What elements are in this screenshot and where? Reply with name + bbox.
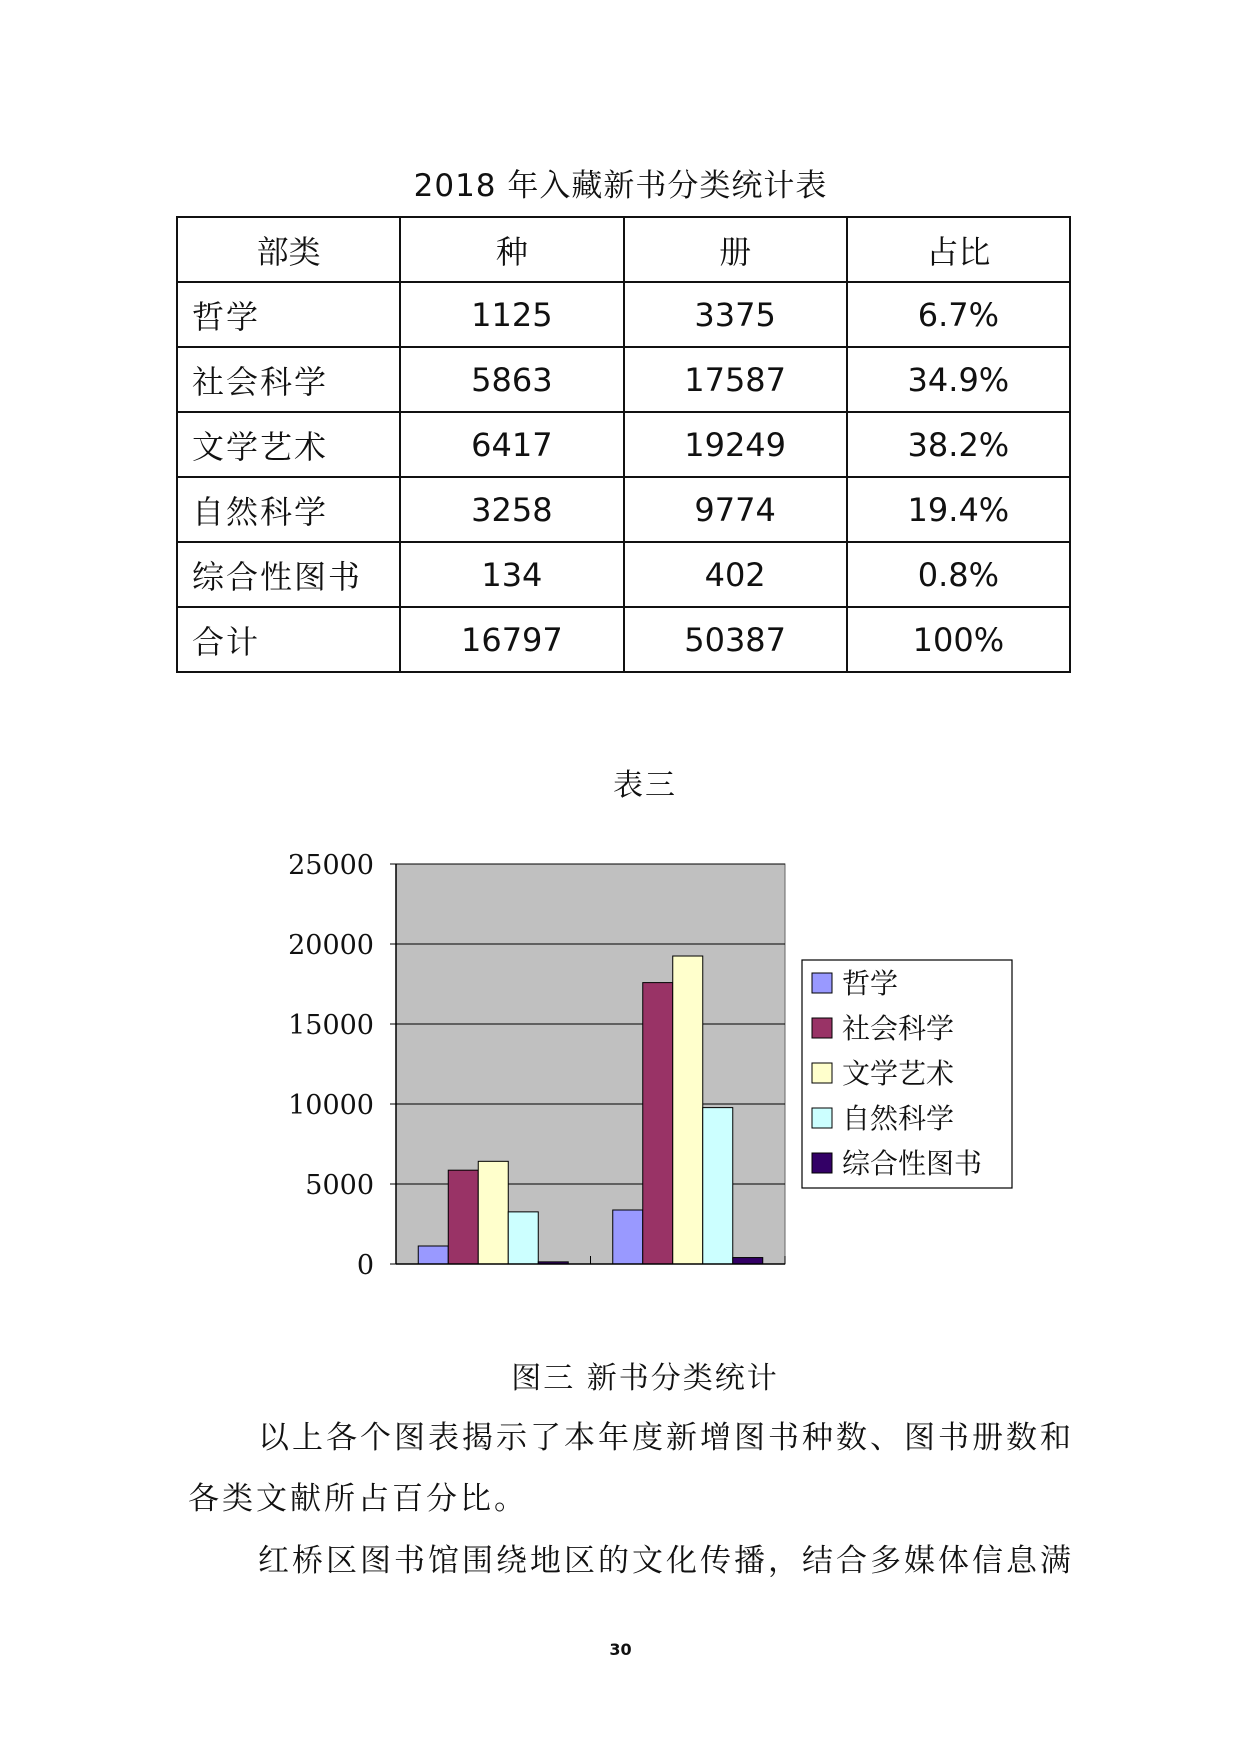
legend-label: 自然科学 — [842, 1102, 955, 1135]
table-row — [177, 477, 1070, 542]
row-category: 社会科学 — [177, 347, 400, 412]
paragraph — [188, 1408, 1088, 1530]
table-row — [177, 282, 1070, 347]
stats-table — [176, 216, 1071, 673]
row-ratio: 38.2% — [847, 412, 1070, 477]
header-category: 部类 — [177, 217, 400, 282]
table-row — [177, 347, 1070, 412]
legend-label: 文学艺术 — [842, 1057, 955, 1090]
header-ratio: 占比 — [847, 217, 1070, 282]
row-kinds: 134 — [400, 542, 623, 607]
bar — [673, 956, 703, 1264]
legend — [802, 960, 1012, 1188]
y-tick-label: 5000 — [305, 1170, 374, 1201]
row-ratio: 19.4% — [847, 477, 1070, 542]
y-tick-label: 10000 — [288, 1090, 374, 1121]
table-row — [177, 412, 1070, 477]
y-tick-label: 15000 — [288, 1010, 374, 1041]
row-ratio: 0.8% — [847, 542, 1070, 607]
row-ratio: 34.9% — [847, 347, 1070, 412]
row-volumes: 402 — [624, 542, 847, 607]
row-category: 哲学 — [177, 282, 400, 347]
row-ratio: 100% — [847, 607, 1070, 672]
bar — [733, 1258, 763, 1264]
row-ratio: 6.7% — [847, 282, 1070, 347]
row-kinds: 16797 — [400, 607, 623, 672]
y-tick-label: 20000 — [288, 930, 374, 961]
row-kinds: 1125 — [400, 282, 623, 347]
legend-label: 综合性图书 — [842, 1147, 983, 1180]
paragraph-text: 红桥区图书馆围绕地区的文化传播，结合多媒体信息满 — [258, 1543, 1074, 1579]
y-tick-label: 0 — [356, 1250, 374, 1281]
legend-label: 社会科学 — [842, 1012, 955, 1045]
legend-label: 哲学 — [842, 967, 899, 1000]
bar — [508, 1212, 538, 1264]
legend-swatch — [812, 1018, 832, 1038]
row-category: 合计 — [177, 607, 400, 672]
legend-swatch — [812, 1063, 832, 1083]
legend-swatch — [812, 1108, 832, 1128]
row-kinds: 5863 — [400, 347, 623, 412]
page-number: 30 — [609, 1640, 632, 1659]
row-category: 综合性图书 — [177, 542, 400, 607]
legend-swatch — [812, 1153, 832, 1173]
bar — [643, 983, 673, 1264]
table-caption: 表三 — [613, 768, 677, 803]
row-kinds: 6417 — [400, 412, 623, 477]
row-kinds: 3258 — [400, 477, 623, 542]
header-kinds: 种 — [400, 217, 623, 282]
paragraph — [188, 1531, 1088, 1592]
row-category: 自然科学 — [177, 477, 400, 542]
bar — [478, 1161, 508, 1264]
bar — [703, 1108, 733, 1264]
chart-caption: 图三 新书分类统计 — [511, 1361, 779, 1396]
y-tick-label: 25000 — [288, 850, 374, 881]
bar — [418, 1246, 448, 1264]
legend-swatch — [812, 973, 832, 993]
bar — [448, 1170, 478, 1264]
row-volumes: 17587 — [624, 347, 847, 412]
row-volumes: 3375 — [624, 282, 847, 347]
row-volumes: 9774 — [624, 477, 847, 542]
row-category: 文学艺术 — [177, 412, 400, 477]
table-total-row — [177, 607, 1070, 672]
paragraph-text: 以上各个图表揭示了本年度新增图书种数、图书册数和各类文献所占百分比。 — [188, 1420, 1074, 1517]
bar — [613, 1210, 643, 1264]
bar-chart — [270, 850, 1030, 1310]
table-row — [177, 542, 1070, 607]
table-header-row — [177, 217, 1070, 282]
header-volumes: 册 — [624, 217, 847, 282]
y-axis-labels — [288, 850, 374, 1281]
row-volumes: 19249 — [624, 412, 847, 477]
table-title: 2018 年入藏新书分类统计表 — [413, 168, 828, 204]
row-volumes: 50387 — [624, 607, 847, 672]
